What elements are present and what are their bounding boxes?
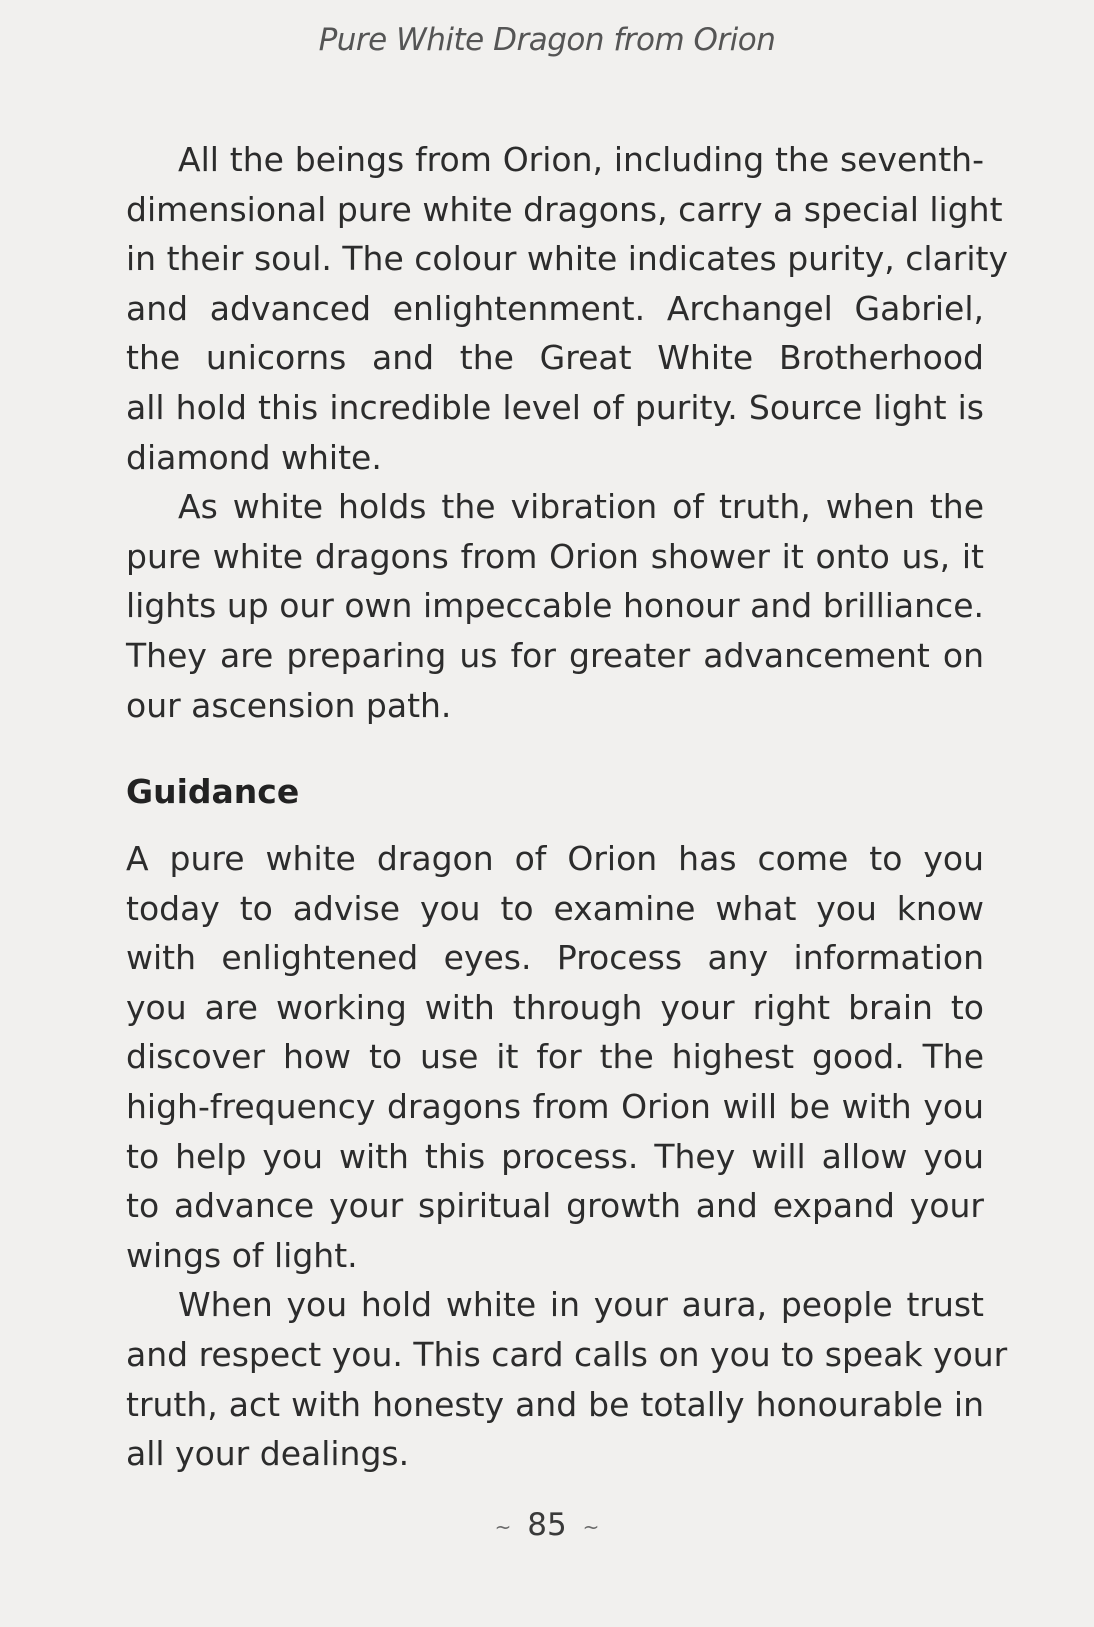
text-line: dimensional pure white dragons, carry a special light xyxy=(126,189,1003,229)
text-line: discover how to use it for the highest good. The xyxy=(126,1037,984,1077)
text-line: in their soul. The colour white indicates purity, clarity xyxy=(126,239,1009,279)
text-line: all your dealings. xyxy=(126,1434,410,1474)
text-line: today to advise you to examine what you know xyxy=(126,888,984,928)
guidance-text-block xyxy=(126,834,1008,1479)
text-line: lights up our own impeccable honour and brilliance. xyxy=(126,586,984,626)
text-line: high-frequency dragons from Orion will be with you xyxy=(126,1086,984,1126)
text-line: with enlightened eyes. Process any information xyxy=(126,938,984,978)
text-line: All the beings from Orion, including the seventh- xyxy=(178,140,984,179)
intro-text-block xyxy=(126,135,1009,730)
text-line: wings of light. xyxy=(126,1235,358,1275)
text-line: They are preparing us for greater advancement on xyxy=(126,635,984,675)
text-line: and respect you. This card calls on you to speak your xyxy=(126,1334,1008,1374)
text-line: to advance your spiritual growth and expand your xyxy=(126,1186,984,1226)
section-heading-guidance: Guidance xyxy=(126,772,300,811)
text-line: to help you with this process. They will allow you xyxy=(126,1136,984,1176)
text-line: When you hold white in your aura, people trust xyxy=(178,1285,984,1325)
text-line: our ascension path. xyxy=(126,685,452,725)
text-line: the unicorns and the Great White Brotherhood xyxy=(126,338,984,378)
ornament-right-icon: ~ xyxy=(582,1514,600,1539)
running-head: Pure White Dragon from Orion xyxy=(318,22,776,58)
text-line: pure white dragons from Orion shower it onto us, it xyxy=(126,536,984,576)
text-line: all hold this incredible level of purity. Source light is xyxy=(126,387,984,427)
text-line: As white holds the vibration of truth, when the xyxy=(178,487,984,527)
text-line: diamond white. xyxy=(126,437,382,477)
text-line: truth, act with honesty and be totally honourable in xyxy=(126,1384,984,1424)
page-number-footer xyxy=(0,1507,1094,1543)
page-number: 85 xyxy=(527,1507,567,1543)
text-line: you are working with through your right brain to xyxy=(126,987,984,1027)
text-line: and advanced enlightenment. Archangel Gabriel, xyxy=(126,288,984,328)
ornament-left-icon: ~ xyxy=(494,1514,512,1539)
text-line: A pure white dragon of Orion has come to you xyxy=(126,839,984,878)
